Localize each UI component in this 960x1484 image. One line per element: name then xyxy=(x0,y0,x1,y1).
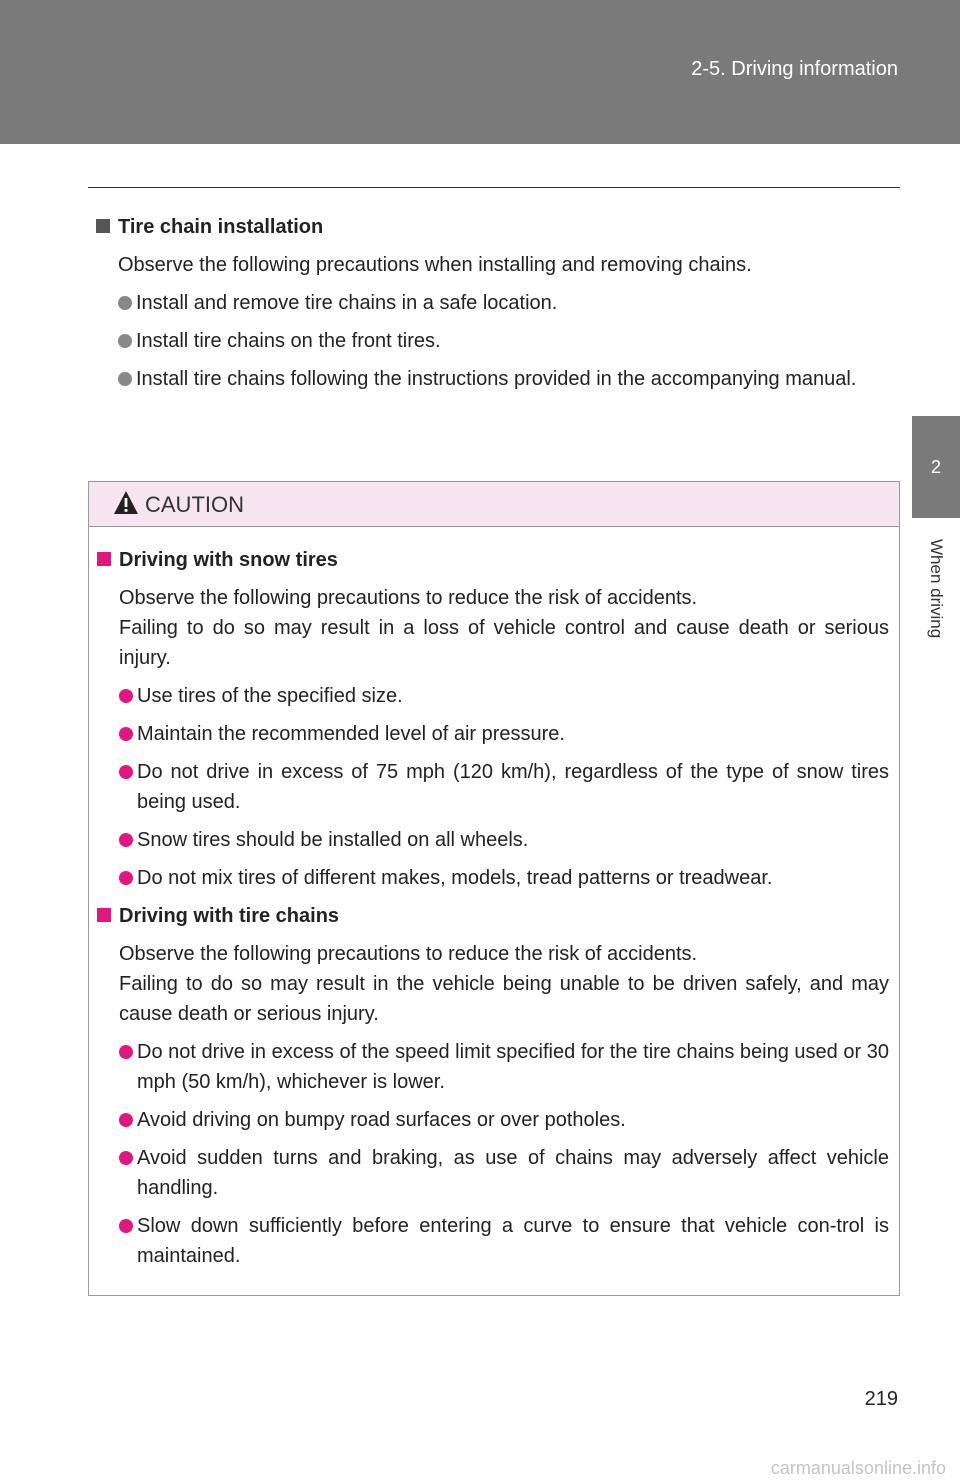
list-item xyxy=(97,825,889,855)
list-item-text: Do not drive in excess of the speed limit specified for the tire chains being used or 30 mph (50 km/h), whichever is lower. xyxy=(137,1041,889,1093)
heading-text: Driving with snow tires xyxy=(119,549,338,571)
text-line: Failing to do so may result in the vehicle being unable to be driven safely, and may cause death or serious injury. xyxy=(119,973,889,1025)
list-item-text: Avoid driving on bumpy road surfaces or over potholes. xyxy=(137,1109,626,1131)
header-rule xyxy=(88,187,900,188)
list-item-text: Install tire chains on the front tires. xyxy=(136,330,441,352)
section-text xyxy=(119,939,889,1029)
chapter-tab xyxy=(912,518,960,660)
list-item-text: Slow down sufficiently before entering a curve to ensure that vehicle con-trol is maintained. xyxy=(137,1215,889,1267)
list-item-text: Do not mix tires of different makes, models, tread patterns or treadwear. xyxy=(137,867,773,889)
list-item xyxy=(97,757,889,817)
list-item-text: Install tire chains following the instructions provided in the accompanying manual. xyxy=(136,368,857,390)
list-item xyxy=(97,1037,889,1097)
list-item xyxy=(96,288,896,318)
circle-bullet-icon xyxy=(118,372,132,386)
list-item xyxy=(97,719,889,749)
circle-bullet-icon xyxy=(119,765,133,779)
circle-bullet-icon xyxy=(119,1045,133,1059)
section-title: 2-5. Driving information xyxy=(691,58,898,80)
text-line: Observe the following precautions to reduce the risk of accidents. xyxy=(119,943,698,965)
snow-tires-section xyxy=(97,545,889,893)
list-item-text: Avoid sudden turns and braking, as use of chains may adversely affect vehicle handling. xyxy=(137,1147,889,1199)
list-item-text: Do not drive in excess of 75 mph (120 km/h), regardless of the type of snow tires being used. xyxy=(137,761,889,813)
list-item xyxy=(96,364,896,394)
list-item xyxy=(97,681,889,711)
caution-body xyxy=(89,527,899,1271)
list-item xyxy=(97,1143,889,1203)
list-item-text: Use tires of the specified size. xyxy=(137,685,403,707)
list-item xyxy=(96,326,896,356)
square-bullet-icon xyxy=(97,552,111,566)
page-number: 219 xyxy=(864,1388,898,1410)
circle-bullet-icon xyxy=(119,689,133,703)
list-item-text: Snow tires should be installed on all wheels. xyxy=(137,829,529,851)
page-header xyxy=(0,0,960,144)
section-heading xyxy=(97,901,889,931)
section-heading xyxy=(96,212,896,242)
circle-bullet-icon xyxy=(119,833,133,847)
section-heading xyxy=(97,545,889,575)
watermark: carmanualsonline.info xyxy=(770,1458,946,1478)
list-item-text: Install and remove tire chains in a safe location. xyxy=(136,292,558,314)
square-bullet-icon xyxy=(97,908,111,922)
chapter-tab-label: When driving xyxy=(927,539,946,639)
circle-bullet-icon xyxy=(119,727,133,741)
text-line: Observe the following precautions to reduce the risk of accidents. xyxy=(119,587,698,609)
list-item xyxy=(97,863,889,893)
square-bullet-icon xyxy=(96,219,110,233)
tire-chain-installation-section xyxy=(96,212,896,394)
circle-bullet-icon xyxy=(119,1151,133,1165)
heading-text: Driving with tire chains xyxy=(119,905,340,927)
heading-text: Tire chain installation xyxy=(118,216,324,238)
circle-bullet-icon xyxy=(118,296,132,310)
intro-text: Observe the following precautions when installing and removing chains. xyxy=(118,254,752,276)
section-text xyxy=(119,583,889,673)
list-item xyxy=(97,1105,889,1135)
caution-title: CAUTION xyxy=(145,492,244,517)
caution-box xyxy=(88,481,900,1296)
circle-bullet-icon xyxy=(119,1113,133,1127)
circle-bullet-icon xyxy=(119,1219,133,1233)
caution-header xyxy=(89,482,899,527)
warning-triangle-icon xyxy=(113,490,139,516)
text-line: Failing to do so may result in a loss of vehicle control and cause death or serious injury. xyxy=(119,617,889,669)
list-item xyxy=(97,1211,889,1271)
circle-bullet-icon xyxy=(119,871,133,885)
chapter-tab-number: 2 xyxy=(912,416,960,518)
tire-chains-section xyxy=(97,901,889,1271)
list-item-text: Maintain the recommended level of air pressure. xyxy=(137,723,565,745)
circle-bullet-icon xyxy=(118,334,132,348)
